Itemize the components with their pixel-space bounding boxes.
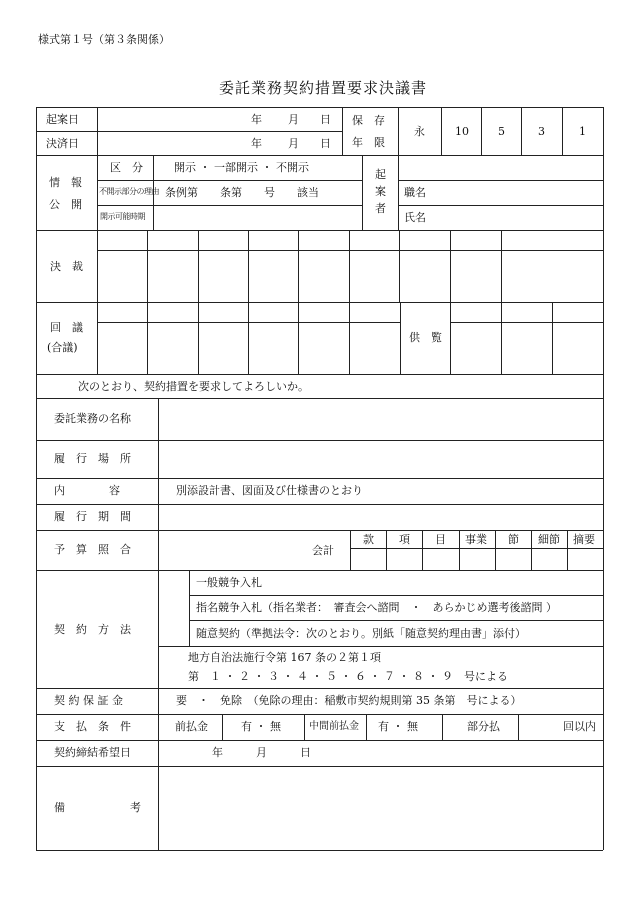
retention-label-1: 保 存 [352, 114, 385, 127]
advance-value: 有 ・ 無 [241, 720, 281, 733]
draft-year: 年 [251, 113, 262, 126]
budget-label: 予 算 照 合 [54, 543, 131, 556]
signing-value: 年 月 日 [212, 746, 311, 759]
request-text: 次のとおり、契約措置を要求してよろしいか。 [78, 380, 309, 393]
retention-5: 5 [498, 125, 505, 138]
content-label: 内 容 [54, 484, 120, 497]
partial-label: 部分払 [467, 720, 500, 733]
partial-value: 回以内 [563, 720, 596, 733]
disclosure-label-1: 情 報 [49, 176, 82, 189]
budget-col-subsetsu: 細節 [538, 533, 560, 546]
nondisclosure-reason-label: 不開示部分の理由 [99, 187, 159, 196]
drafter-label-1: 起 [375, 168, 386, 181]
contract-name-label: 委託業務の名称 [54, 412, 131, 425]
deposit-value: 要 ・ 免除 （免除の理由：稲敷市契約規則第 35 条第 号による） [176, 694, 522, 707]
budget-col-summary: 摘要 [573, 533, 595, 546]
budget-col-setsu: 節 [508, 533, 519, 546]
remarks-label-2: 考 [130, 801, 141, 814]
consult-label-2: (合議) [47, 341, 78, 354]
drafter-label-3: 者 [375, 202, 386, 215]
budget-col-moku: 目 [435, 533, 446, 546]
method-items: 第 １ ・ ２ ・ ３ ・ ４ ・ ５ ・ ６ ・ ７ ・ ８ ・ ９ 号による [188, 670, 508, 683]
name-label: 氏名 [404, 211, 426, 224]
retention-3: 3 [538, 125, 545, 138]
method-label: 契 約 方 法 [54, 623, 131, 636]
accounting-label: 会計 [312, 544, 334, 557]
advance-label: 前払金 [175, 720, 208, 733]
category-value: 開示 ・ 一部開示 ・ 不開示 [174, 161, 309, 174]
method-designated-tender: 指名競争入札（指名業者： 審査会へ諮問 ・ あらかじめ選考後諮問 ） [196, 601, 557, 614]
budget-col-kou: 項 [399, 533, 410, 546]
decision-month: 月 [288, 137, 299, 150]
method-negotiated: 随意契約（準拠法令：次のとおり。別紙「随意契約理由書」添付） [196, 627, 526, 640]
interim-label: 中間前払金 [309, 721, 359, 732]
document-title: 委託業務契約措置要求決議書 [219, 79, 428, 97]
signing-label: 契約締結希望日 [54, 746, 131, 759]
retention-1: 1 [579, 125, 586, 138]
nondisclosure-reason-value: 条例第 条第 号 該当 [165, 186, 319, 199]
remarks-label-1: 備 [54, 801, 65, 814]
position-label: 職名 [404, 186, 426, 199]
method-general-tender: 一般競争入札 [196, 576, 262, 589]
draft-day: 日 [320, 113, 331, 126]
draft-date-label: 起案日 [46, 113, 79, 126]
payment-label: 支 払 条 件 [54, 720, 131, 733]
decision-date-label: 決済日 [46, 137, 79, 150]
place-label: 履 行 場 所 [54, 452, 131, 465]
budget-col-kan: 款 [363, 533, 374, 546]
drafter-label-2: 案 [375, 185, 386, 198]
draft-month: 月 [288, 113, 299, 126]
budget-col-project: 事業 [465, 533, 487, 546]
consult-label-1: 回 議 [50, 321, 83, 334]
retention-label-2: 年 限 [352, 136, 385, 149]
circulation-label: 供 覧 [409, 331, 442, 344]
disclosure-label-2: 公 開 [49, 198, 82, 211]
interim-value: 有 ・ 無 [378, 720, 418, 733]
decision-year: 年 [251, 137, 262, 150]
retention-permanent: 永 [414, 125, 425, 138]
decision-day: 日 [320, 137, 331, 150]
content-value: 別添設計書、図面及び仕様書のとおり [176, 484, 363, 497]
form-number: 様式第１号（第３条関係） [38, 33, 170, 46]
deposit-label: 契 約 保 証 金 [54, 694, 123, 707]
method-law: 地方自治法施行令第 167 条の２第１項 [188, 651, 381, 664]
disclosure-timing-label: 開示可能時期 [100, 212, 145, 221]
approval-label: 決 裁 [50, 260, 83, 273]
retention-10: 10 [455, 125, 469, 138]
category-label: 区 分 [110, 161, 143, 174]
period-label: 履 行 期 間 [54, 510, 131, 523]
